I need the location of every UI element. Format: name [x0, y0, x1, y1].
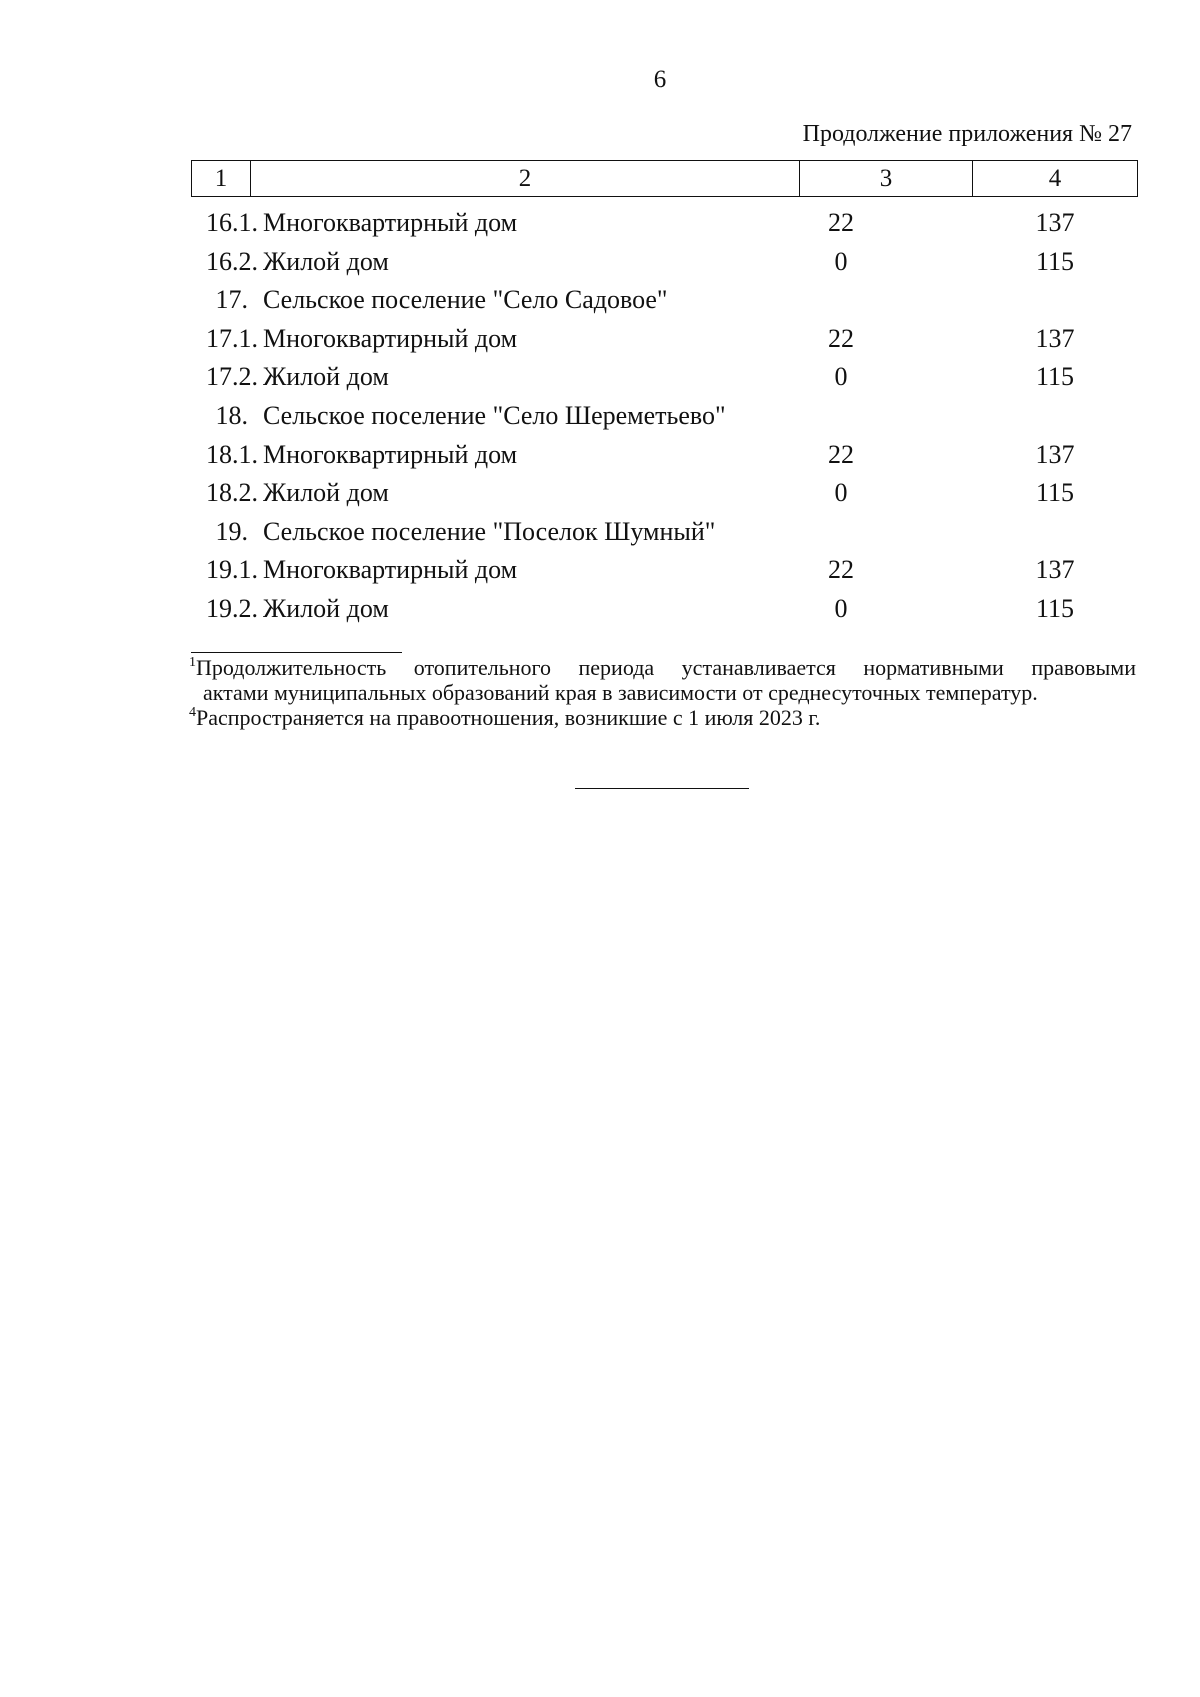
row-value-col3: 22: [828, 323, 854, 353]
row-value-col3: 22: [828, 208, 854, 237]
row-value-col3: 22: [828, 555, 854, 585]
row-number: 16.1.: [206, 208, 258, 237]
column-header-row: [192, 161, 1138, 197]
row-number: 19.1.: [206, 555, 258, 585]
row-number: 18.: [215, 400, 248, 430]
row-value-col3: 0: [834, 478, 848, 508]
column-header-4: 4: [973, 161, 1138, 197]
settlement-row: [191, 513, 1138, 552]
row-name: Жилой дом: [263, 593, 389, 623]
row-name: Жилой дом: [263, 362, 389, 392]
row-number: 17.2.: [206, 362, 258, 392]
row-value-col4: 115: [1035, 593, 1075, 623]
footnote-4: [189, 705, 1136, 730]
settlement-row: [191, 281, 1138, 320]
row-value-col4: 137: [1035, 208, 1075, 237]
settlement-row: [191, 397, 1138, 436]
row-number: 18.2.: [206, 478, 258, 508]
column-header-2: 2: [251, 161, 800, 197]
row-value-col4: 115: [1035, 246, 1075, 276]
row-name: Жилой дом: [263, 246, 389, 276]
row-name: Сельское поселение "Поселок Шумный": [263, 516, 716, 546]
footnote-4-text: Распространяется на правоотношения, возникшие с 1 июля 2023 г.: [196, 705, 821, 730]
footnote-1: [189, 655, 1136, 680]
row-value-col4: 137: [1035, 555, 1075, 585]
table-row: [191, 320, 1138, 359]
table-row: [191, 358, 1138, 397]
table-row: [191, 436, 1138, 475]
row-name: Многоквартирный дом: [263, 323, 518, 353]
row-value-col4: 115: [1035, 478, 1075, 508]
row-value-col4: 137: [1035, 439, 1075, 469]
row-number: 19.2.: [206, 593, 258, 623]
column-header-3: 3: [800, 161, 973, 197]
row-number: 16.2.: [206, 246, 258, 276]
footnote-1-marker: 1: [189, 655, 196, 670]
page-number: 6: [653, 66, 667, 93]
row-name: Многоквартирный дом: [263, 439, 518, 469]
row-name: Многоквартирный дом: [263, 555, 518, 585]
row-value-col3: 0: [834, 362, 848, 392]
table-row: [191, 243, 1138, 282]
row-name: Сельское поселение "Село Садовое": [263, 285, 668, 315]
column-header-table: [191, 160, 1138, 197]
row-value-col4: 137: [1035, 323, 1075, 353]
row-name: Многоквартирный дом: [263, 208, 518, 237]
row-value-col3: 22: [828, 439, 854, 469]
footnote-separator: [191, 652, 402, 653]
footnote-1-continuation: [189, 680, 1136, 705]
table-body: [191, 204, 1138, 629]
row-number: 17.: [215, 285, 248, 315]
footnote-4-marker: 4: [189, 705, 196, 720]
table-row: [191, 474, 1138, 513]
row-name: Жилой дом: [263, 478, 389, 508]
footnotes: [189, 655, 1136, 730]
table-row: [191, 590, 1138, 629]
column-header-1: 1: [192, 161, 251, 197]
footnote-1-text-cont: актами муниципальных образований края в зависимости от среднесуточных температур.: [203, 680, 1038, 705]
row-name: Сельское поселение "Село Шереметьево": [263, 400, 726, 430]
row-number: 19.: [215, 516, 248, 546]
row-value-col3: 0: [834, 246, 848, 276]
continuation-label: Продолжение приложения № 27: [802, 121, 1132, 147]
row-value-col3: 0: [834, 593, 848, 623]
table-row: [191, 204, 1138, 243]
row-number: 18.1.: [206, 439, 258, 469]
row-value-col4: 115: [1035, 362, 1075, 392]
end-of-document-rule: [575, 788, 749, 789]
row-number: 17.1.: [206, 323, 258, 353]
table-row: [191, 551, 1138, 590]
footnote-1-text: Продолжительность отопительного периода устанавливается нормативными правовыми: [196, 655, 1136, 680]
